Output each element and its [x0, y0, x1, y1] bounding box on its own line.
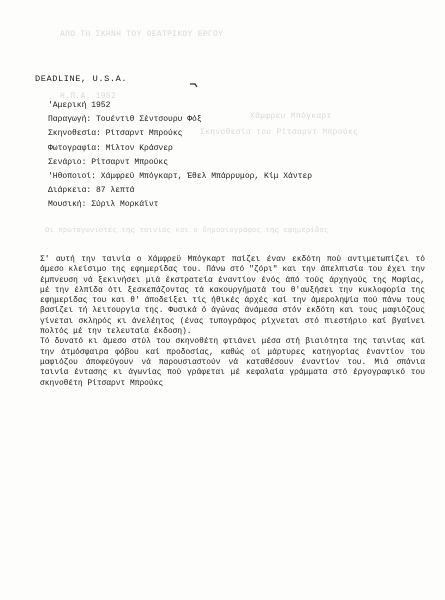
- credits-block: [48, 99, 312, 213]
- credit-line: Σενάριο: Ρίτσαρντ Μπρούκς: [48, 157, 169, 167]
- paragraph: Τό δυνατό κι άμεσο στύλ του σκηνοθέτη φτιάνει μέσα στή βιαιότητα της ταινίας καί την άτμόσφαιρα φόβου καί προδοσίας, καθώς οί μάρτυρες κατηγορίας έναντίον του μαφιόζου άποφεύγουν νά παρουσιαστούν νά καταθέσουν έναντίον του. Μιά σπάνια ταινία έντασης κι άγωνίας πού γράφεται μέ κεφαλαία γράμματα στό έργογραφικό του σκηνοθέτη Ρίτσαρντ Μπρούκς: [40, 337, 425, 388]
- credit-line: 'Ηθοποιοί: Χάμφρεϋ Μπόγκαρτ, Έθελ Μπάρρυμορ, Κίμ Χάντερ: [48, 172, 313, 182]
- credit-line: Μουσική: Σύριλ Μορκάϊντ: [48, 200, 159, 210]
- credit-line: Διάρκεια: 87 λεπτά: [48, 186, 135, 196]
- credit-line: Σκηνοθεσία: Ρίτσαρντ Μπρούκς: [48, 129, 183, 139]
- ink-mark-icon: [190, 83, 198, 88]
- bleed-through-line: ΑΠΟ ΤΗ ΣΚΗΝΗ ΤΟΥ ΘΕΑΤΡΙΚΟΥ ΕΡΓΟΥ: [60, 30, 224, 39]
- review-body: [40, 255, 425, 389]
- credit-line: 'Αμερική 1952: [48, 101, 111, 110]
- bleed-through-line: Οι πρωταγωνιστές της ταινίας και ο δημοσιογράφος της εφημερίδας: [45, 227, 329, 235]
- paragraph: Σ' αυτή την ταινία ο Χάμφρεϋ Μπόγκαρτ παίζει έναν εκδότη πού αντιμετωπίζει τό άμεσο κλείσιμο της εφημερίδας του. Πάνω στό "ζόρι" και την άπελπισία του έχει την έμπνευση νά ξεκινήσει μιά έκστρατεία έναντίον ένός άπό τούς άρχηγούς της Μαφίας, μέ την έλπίδα ότι ξεσκεπάζοντας τά κακουργήματά του θ'αυξήσει την κυκλοφορία της εφημερίδας του και θ' άποδείξει τίς ήθικές άρχές καί την άμεροληψία πού πάνω τους βασίζει τή λειτουργία της. Φυσικά ό άγώνας άνάμεσα στόν εκδότη και τους μαφιόζους γίνεται σκληρός κι άνελέητος (ένας τυπογράφος ρίχνεται στό πιεστήριο καί βγαίνει πολτός μέ την τελευταία έκδοση).: [40, 255, 425, 337]
- bleed-through-line: Η.Π.Α. 1952: [60, 92, 117, 101]
- film-title: DEADLINE, U.S.A.: [35, 74, 128, 84]
- bleed-through-line: Χάμφρευ Μπόγκαρτ: [250, 112, 332, 121]
- credit-line: Παραγωγή: Τουέντιθ Σέντσουρυ Φόξ: [48, 115, 202, 125]
- credit-line: Φωτογραφία: Μίλτον Κράσνερ: [48, 143, 173, 153]
- bleed-through-line: Σκηνοθεσία του Ρίτσαρντ Μπρούκς: [200, 128, 359, 137]
